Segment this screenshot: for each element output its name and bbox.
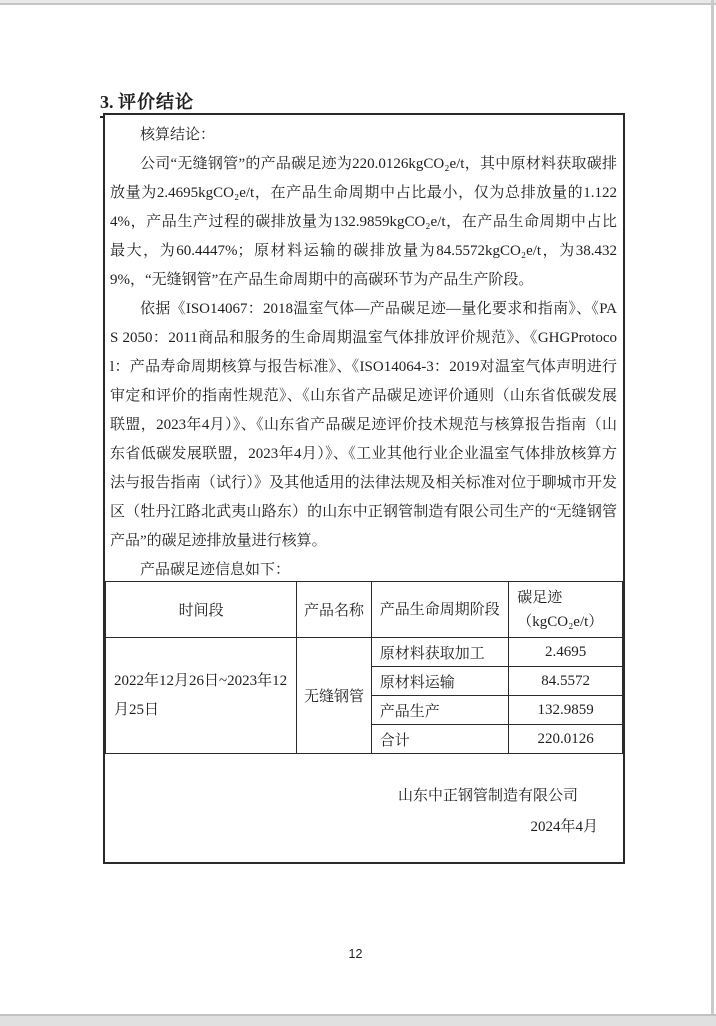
paragraph-standards-basis: 依据《ISO14067：2018温室气体—产品碳足迹—量化要求和指南》、《PAS 2050：2011商品和服务的生命周期温室气体排放评价规范》、《GHGProtocol：产品寿命周期核算与报告标准》、《ISO14064-3：2019对温室气体声明进行审定和评价的指南性规范》、《山东省产品碳足迹评价通则（山东省低碳发展联盟，2023年4月）》、《山东省产品碳足迹评价技术规范与核算报告指南（山东省低碳发展联盟，2023年4月）》、《工业其他行业企业温室气体排放核算方法与报告指南（试行）》及其他适用的法律法规及相关标准对位于聊城市开发区（牡丹江路北武夷山路东）的山东中正钢管制造有限公司生产的“无缝钢管产品”的碳足迹排放量进行核算。 bbox=[110, 301, 617, 549]
signature-company: 山东中正钢管制造有限公司 bbox=[397, 788, 578, 804]
document-page bbox=[0, 7, 711, 1014]
header-carbon-footprint bbox=[509, 582, 623, 638]
cell-stage-production: 产品生产 bbox=[371, 696, 509, 725]
viewer-top-edge bbox=[0, 0, 716, 5]
conclusion-box bbox=[103, 113, 625, 864]
cell-value-production: 132.9859 bbox=[509, 696, 623, 725]
cell-value-raw-material-acquisition: 2.4695 bbox=[509, 638, 623, 667]
signature-block bbox=[105, 754, 623, 862]
cell-stage-raw-material-acquisition: 原材料获取加工 bbox=[371, 638, 509, 667]
page-number: 12 bbox=[348, 947, 363, 961]
paragraph-footprint-summary: 公司“无缝钢管”的产品碳足迹为220.0126kgCO₂e/t，其中原材料获取碳排放量为2.4695kgCO₂e/t，在产品生命周期中占比最小，仅为总排放量的1.1224%，产品生产过程的碳排放量为132.9859kgCO₂e/t，在产品生命周期中占比最大，为60.4447%；原材料运输的碳排放量为84.5572kgCO₂e/t，为38.4329%，“无缝钢管”在产品生命周期中的高碳环节为产品生产阶段。 bbox=[110, 156, 617, 288]
signature-date: 2024年4月 bbox=[530, 819, 598, 835]
cell-value-total: 220.0126 bbox=[509, 725, 623, 754]
cell-value-raw-material-transport: 84.5572 bbox=[509, 667, 623, 696]
cell-product-name: 无缝钢管 bbox=[297, 638, 371, 754]
cell-stage-total: 合计 bbox=[371, 725, 509, 754]
header-carbon-footprint-line2: （kgCO₂e/t） bbox=[517, 613, 604, 630]
viewer-right-edge bbox=[711, 0, 714, 1026]
table-row bbox=[106, 638, 623, 667]
table-header-row bbox=[106, 582, 623, 638]
section-number: 3. bbox=[100, 92, 114, 112]
paragraph-table-intro: 产品碳足迹信息如下： bbox=[140, 562, 291, 578]
paragraph-accounting-conclusion-label: 核算结论： bbox=[140, 127, 216, 143]
header-carbon-footprint-line1: 碳足迹 bbox=[517, 589, 563, 606]
header-time-period: 时间段 bbox=[106, 582, 297, 638]
section-title: 评价结论 bbox=[118, 92, 194, 112]
footprint-table bbox=[105, 581, 623, 754]
conclusion-text bbox=[105, 115, 623, 581]
cell-stage-raw-material-transport: 原材料运输 bbox=[371, 667, 509, 696]
header-lifecycle-stage: 产品生命周期阶段 bbox=[371, 582, 509, 638]
viewer-bottom-edge bbox=[0, 1014, 716, 1026]
header-product-name: 产品名称 bbox=[297, 582, 371, 638]
cell-time-period: 2022年12月26日~2023年12月25日 bbox=[106, 638, 297, 754]
